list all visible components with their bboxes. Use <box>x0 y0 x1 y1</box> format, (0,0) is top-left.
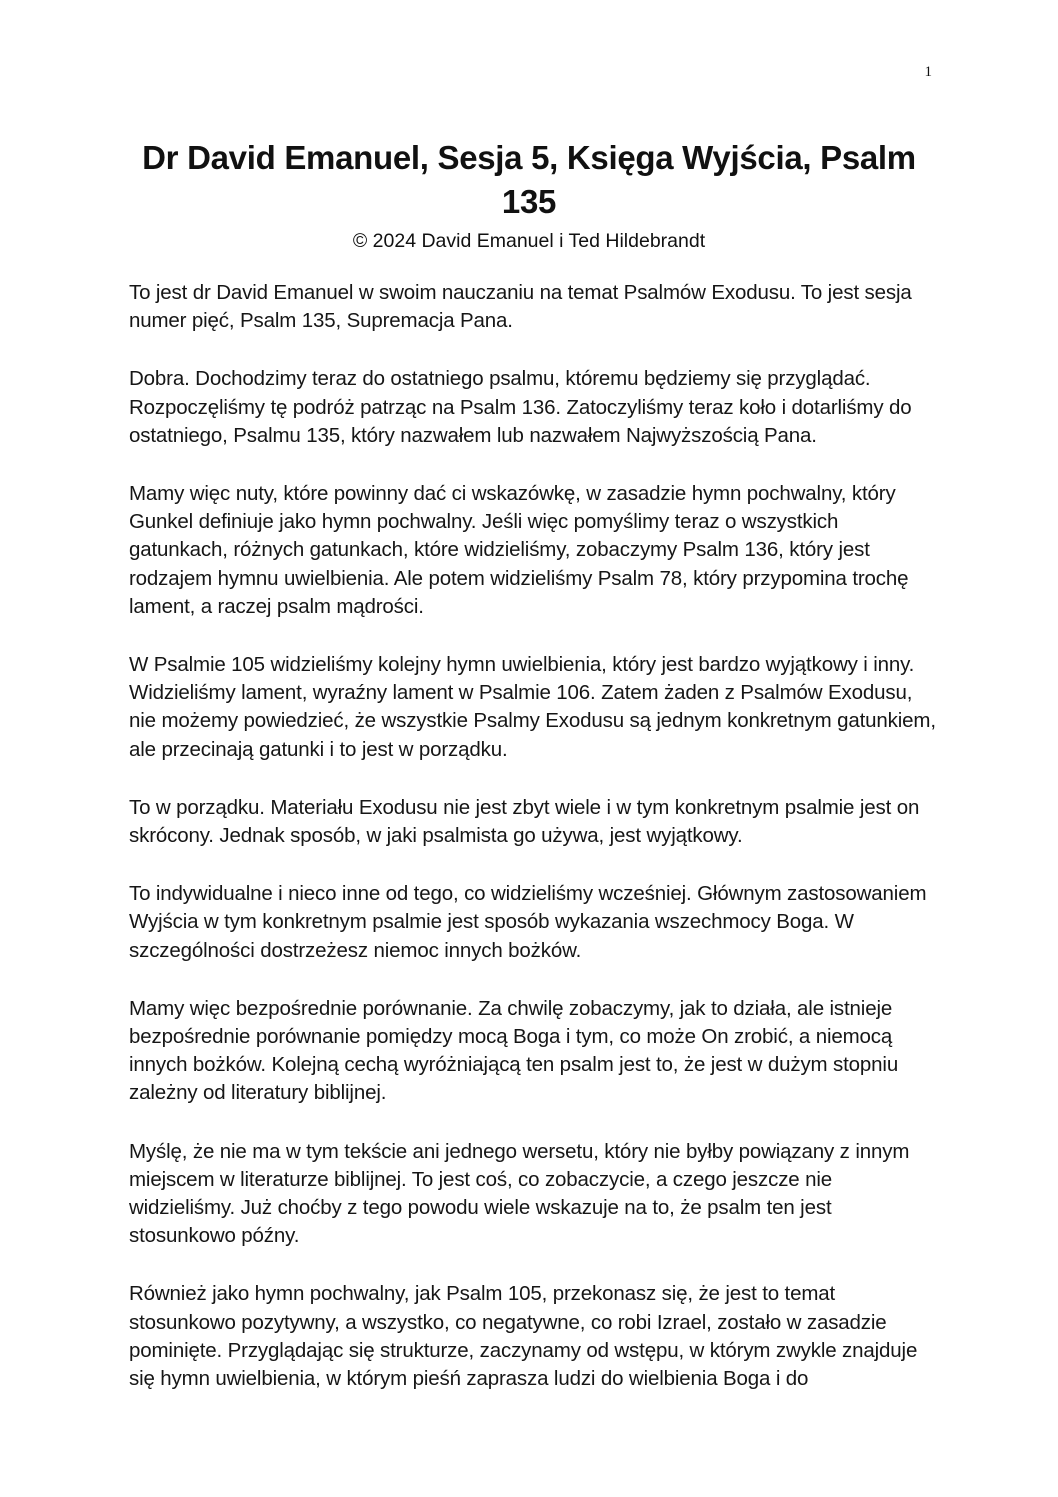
paragraph: To w porządku. Materiału Exodusu nie jest zbyt wiele i w tym konkretnym psalmie jest on skrócony. Jednak sposób, w jaki psalmista go używa, jest wyjątkowy. <box>129 795 920 848</box>
paragraph: W Psalmie 105 widzieliśmy kolejny hymn uwielbienia, który jest bardzo wyjątkowy i inny. Widzieliśmy lament, wyraźny lament w Psalmie 106. Zatem żaden z Psalmów Exodusu, nie możemy powiedzieć, że wszystkie Psalmy Exodusu są jednym konkretnym gatunkiem, ale przecinają gatunki i to jest w porządku. <box>129 653 936 761</box>
paragraph: To jest dr David Emanuel w swoim nauczaniu na temat Psalmów Exodusu. To jest sesja numer pięć, Psalm 135, Supremacja Pana. <box>129 281 912 333</box>
document-body <box>129 279 937 1423</box>
paragraph: Mamy więc nuty, które powinny dać ci wskazówkę, w zasadzie hymn pochwalny, który Gunkel definiuje jako hymn pochwalny. Jeśli więc pomyślimy teraz o wszystkich gatunkach, różnych gatunkach, które widzieliśmy, zobaczymy Psalm 136, który jest rodzajem hymnu uwielbienia. Ale potem widzieliśmy Psalm 78, który przypomina trochę lament, a raczej psalm mądrości. <box>129 482 909 618</box>
paragraph: Również jako hymn pochwalny, jak Psalm 105, przekonasz się, że jest to temat stosunkowo pozytywny, a wszystko, co negatywne, co robi Izrael, zostało w zasadzie pominięte. Przyglądając się strukturze, zaczynamy od wstępu, w którym zwykle znajduje się hymn uwielbienia, w którym pieśń zaprasza ludzi do wielbienia Boga i do <box>129 1282 918 1391</box>
copyright-line: © 2024 David Emanuel i Ted Hildebrandt <box>352 230 706 252</box>
paragraph: To indywidualne i nieco inne od tego, co widzieliśmy wcześniej. Głównym zastosowaniem Wyjścia w tym konkretnym psalmie jest sposób wykazania wszechmocy Boga. W szczególności dostrzeżesz niemoc innych bożków. <box>129 882 927 962</box>
document-header <box>120 136 938 254</box>
paragraph: Mamy więc bezpośrednie porównanie. Za chwilę zobaczymy, jak to działa, ale istnieje bezpośrednie porównanie pomiędzy mocą Boga i tym, co może On zrobić, a niemocą innych bożków. Kolejną cechą wyróżniającą ten psalm jest to, że jest w dużym stopniu zależny od literatury biblijnej. <box>129 996 899 1105</box>
paragraph: Myślę, że nie ma w tym tekście ani jednego wersetu, który nie byłby powiązany z innym miejscem w literaturze biblijnej. To jest coś, co zobaczycie, a czego jeszcze nie widzieliśmy. Już choćby z tego powodu wiele wskazuje na to, że psalm ten jest stosunkowo późny. <box>129 1139 910 1248</box>
paragraph: Dobra. Dochodzimy teraz do ostatniego psalmu, któremu będziemy się przyglądać. Rozpoczęliśmy tę podróż patrząc na Psalm 136. Zatoczyliśmy teraz koło i dotarliśmy do ostatniego, Psalmu 135, który nazwałem lub nazwałem Najwyższością Pana. <box>129 367 912 447</box>
document-title: Dr David Emanuel, Sesja 5, Księga Wyjścia, Psalm 135 <box>142 139 916 220</box>
page-number: 1 <box>924 64 932 80</box>
